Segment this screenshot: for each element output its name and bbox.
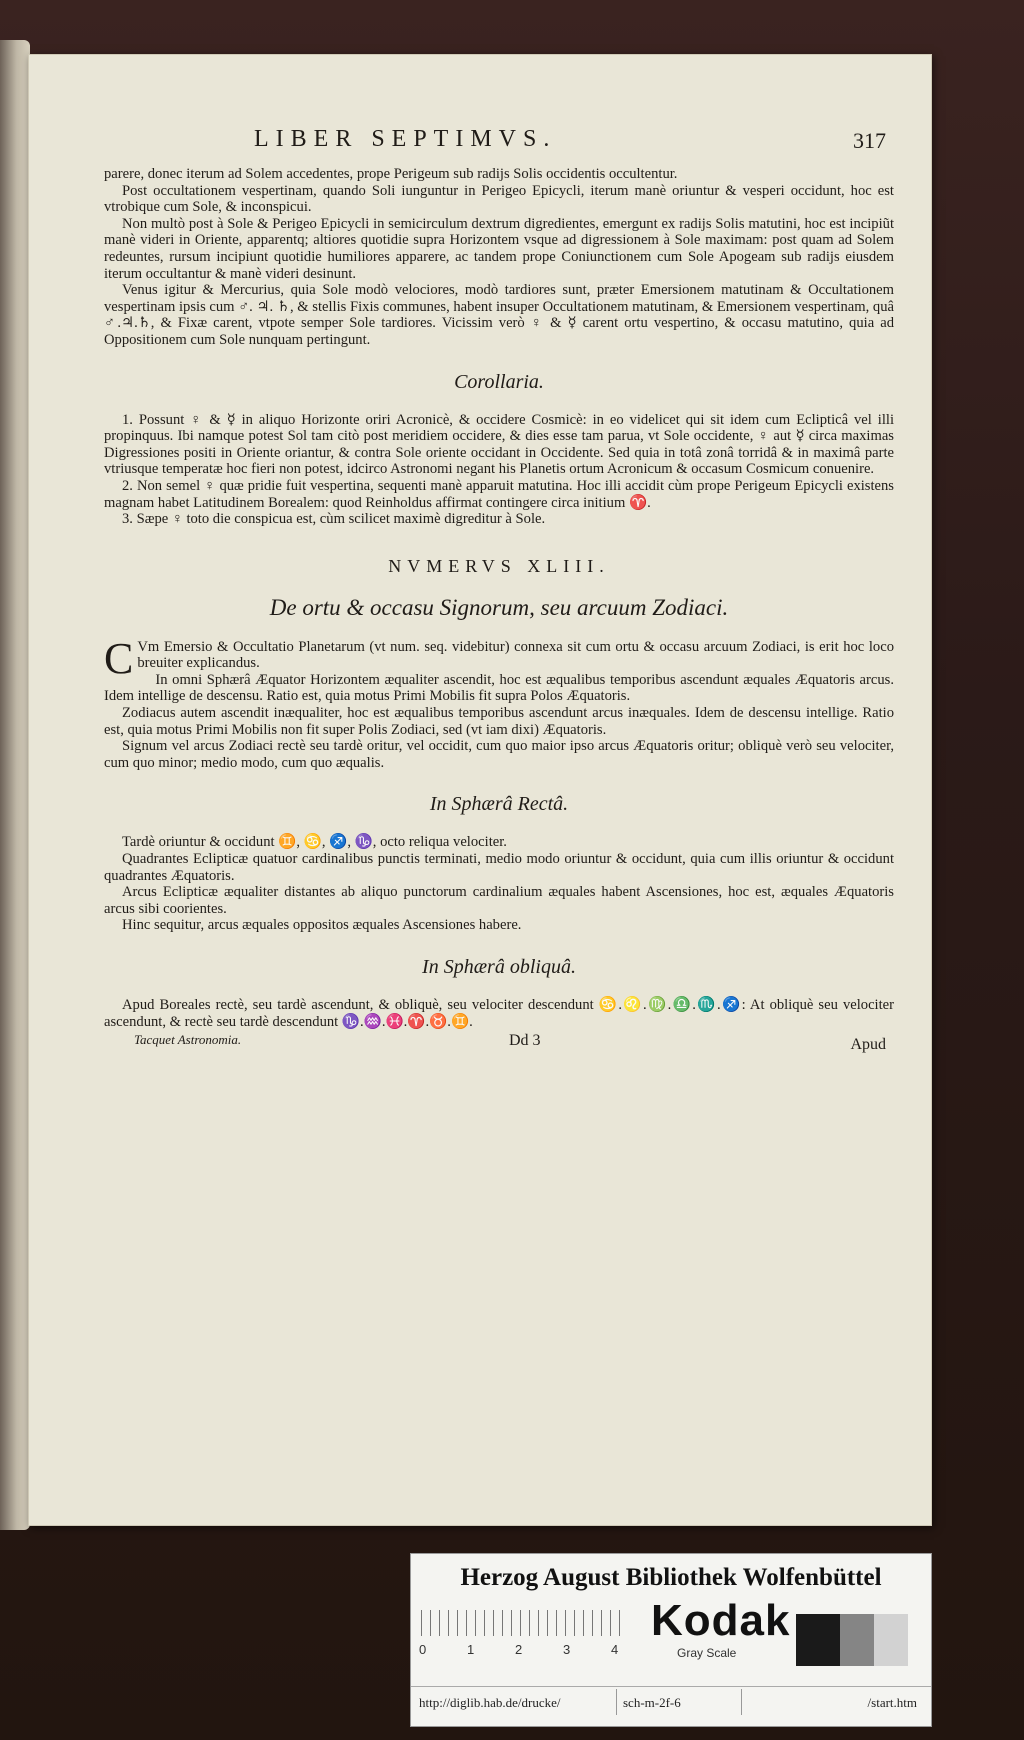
previous-page-edge: [0, 40, 30, 1530]
grayscale-label: Gray Scale: [677, 1646, 737, 1660]
ruler-number: 4: [611, 1642, 619, 1657]
heading-corollaria: Corollaria.: [454, 370, 544, 393]
corollary-item: 2. Non semel ♀ quæ pridie fuit vespertina, sequenti manè apparuit matutina. Hoc illi accidit cùm prope Perigeum Epicycli existens magnam habet Latitudinem Borealem: quod Reinholdus affirmat contingere circa initium ♈.: [104, 477, 894, 511]
heading-recta: In Sphærâ Rectâ.: [429, 793, 569, 816]
paragraph: Post occultationem vespertinam, quando Soli iunguntur in Perigeo Epicycli, iterum manè oriuntur & vesperi occidunt, hoc est vtrobique cum Sole, & inconspicui.: [104, 182, 894, 216]
gray-swatch-mid: [840, 1614, 874, 1666]
paragraph-with-dropcap: [104, 633, 894, 683]
running-title: LIBER SEPTIMVS.: [254, 126, 557, 152]
paragraph: Tardè oriuntur & occidunt ♊, ♋, ♐, ♑, octo reliqua velociter.: [122, 834, 507, 851]
library-name: Herzog August Bibliothek Wolfenbüttel: [460, 1564, 882, 1591]
url-divider: [616, 1689, 617, 1715]
url-suffix: /start.htm: [867, 1695, 917, 1710]
color-target-card: [410, 1553, 932, 1727]
paragraph: parere, donec iterum ad Solem accedentes, prope Perigeum sub radijs Solis occidentis occultentur.: [104, 166, 678, 182]
url-strip: [411, 1686, 931, 1717]
ruler-scale: [421, 1610, 621, 1636]
page-number: 317: [853, 128, 886, 153]
ruler-number: 1: [467, 1642, 475, 1657]
paragraph: Apud Boreales rectè, seu tardè ascendunt, & obliquè, seu velociter descendunt ♋.♌.♍.♎.♏.♐: At obliquè seu velociter ascendunt, & rectè seu tardè descendunt ♑.♒.♓.♈.♉.♊.: [104, 997, 894, 1030]
page-text-block: [104, 126, 894, 1054]
paragraph: Hinc sequitur, arcus æquales oppositos æquales Ascensiones habere.: [122, 917, 522, 934]
ruler-number: 3: [563, 1642, 571, 1657]
signature-mark: Dd 3: [509, 1032, 541, 1050]
ruler-numbers: [419, 1642, 639, 1658]
url-divider: [741, 1689, 742, 1715]
book-page: [28, 54, 932, 1526]
top-text: [104, 166, 894, 349]
paragraph: Non multò post à Sole & Perigeo Epicycli in semicirculum dextrum digredientes, emergunt ex radijs Solis matutini, hoc est incipiũt manè videri in Oriente, apparentq; altiores quotidie supra Horizontem vsque ad digressionem à Sole maximam: post quam ad Solem redeuntes, rursum incipiunt quotidie humiliores apparere, ac tandem prope Coniunctionem cum Sole Apogeam sub radijs eiusdem iterum occultantur & manè videri desinunt.: [104, 215, 894, 282]
section-text: [104, 633, 894, 772]
recta-text: [104, 834, 894, 934]
url-base: http://diglib.hab.de/drucke/: [419, 1695, 561, 1710]
paragraph: In omni Sphærâ Æquator Horizontem æqualiter ascendit, hoc est æqualibus temporibus ascendunt æquales Æquatoris arcus. Idem intellige de descensu. Ratio est, quia motus Primi Mobilis fit supra Polos Æquatoris.: [104, 671, 894, 705]
corollaria-list: [104, 412, 894, 528]
gray-swatch-light: [874, 1614, 908, 1666]
paragraph: Zodiacus autem ascendit inæqualiter, hoc est æqualibus temporibus ascendunt arcus inæquales. Idem de descensu intellige. Ratio est, quia motus Primi Mobilis non fit super Polis Zodiaci, sed (vt iam dixi) Æquatoris.: [104, 705, 894, 738]
section-number: NVMERVS XLIII.: [388, 555, 610, 576]
paragraph: Quadrantes Eclipticæ quatuor cardinalibus punctis terminati, medio modo oriuntur & occidunt, quia cum illis oriuntur & occidunt quadrantes Æquatoris.: [104, 851, 894, 884]
heading-obliqua: In Sphærâ obliquâ.: [422, 956, 576, 978]
running-head: [104, 126, 894, 166]
paragraph: Signum vel arcus Zodiaci rectè seu tardè oritur, vel occidit, cum quo maior ipso arcus Æquatoris oritur; obliquè verò seu velociter, cum quo minor; medio modo, cum quo æqualis.: [104, 738, 894, 771]
footer-author: Tacquet Astronomia.: [134, 1032, 242, 1048]
paragraph-text: Vm Emersio & Occultatio Planetarum (vt num. seq. videbitur) connexa sit cum ortu & occasu arcuum Zodiaci, is erit hoc loco breuiter explicandus.: [137, 638, 894, 672]
corollary-item: 1. Possunt ♀ & ☿ in aliquo Horizonte oriri Acronicè, & occidere Cosmicè: in eo videlicet qui sit idem cum Eclipticâ vel illi propinquus. Ibi namque potest Sol tam citò post meridiem occidere, & dies esse tam parua, vt Sole occidente, ♀ aut ☿ circa maximas Digressiones positi in Oriente oriantur, & contra Sole oriente occidant in Occidente. Sed quia in totâ zonâ torridâ & in maximâ parte vtriusque temperatæ hoc fieri non potest, idcirco Astronomi negant his Planetis ortum Acronicum & occasum Cosmicum conuenire.: [104, 411, 894, 478]
gray-swatch-black: [796, 1614, 840, 1666]
drop-capital: C: [104, 633, 134, 683]
url-shelfmark: sch-m-2f-6: [623, 1695, 681, 1710]
corollary-item: 3. Sæpe ♀ toto die conspicua est, cùm scilicet maximè digreditur à Sole.: [122, 511, 546, 528]
paragraph: Venus igitur & Mercurius, quia Sole modò velociores, modò tardiores sunt, præter Emersionem matutinam & Occultationem vespertinam ipsis cum ♂. ♃. ♄, & stellis Fixis communes, habent insuper Occultationem matutinam, & Emersionem vespertinam, quâ ♂.♃.♄, & Fixæ carent, vtpote semper Sole tardiores. Vicissim verò ♀ & ☿ carent ortu vespertino, & occasu matutino, quia ad Oppositionem cum Sole nunquam pertingunt.: [104, 282, 894, 348]
paragraph: Arcus Eclipticæ æqualiter distantes ab aliquo punctorum cardinalium æquales habent Ascensiones, hoc est, æquales Æquatoris arcus sibi coorientes.: [104, 884, 894, 917]
ruler-number: 0: [419, 1642, 427, 1657]
section-title: De ortu & occasu Signorum, seu arcuum Zodiaci.: [269, 594, 729, 620]
kodak-logo: Kodak: [651, 1596, 791, 1645]
catchword: Apud: [850, 1036, 886, 1054]
page-footer: [104, 1032, 894, 1054]
ruler-number: 2: [515, 1642, 523, 1657]
obliqua-text: [104, 997, 894, 1030]
